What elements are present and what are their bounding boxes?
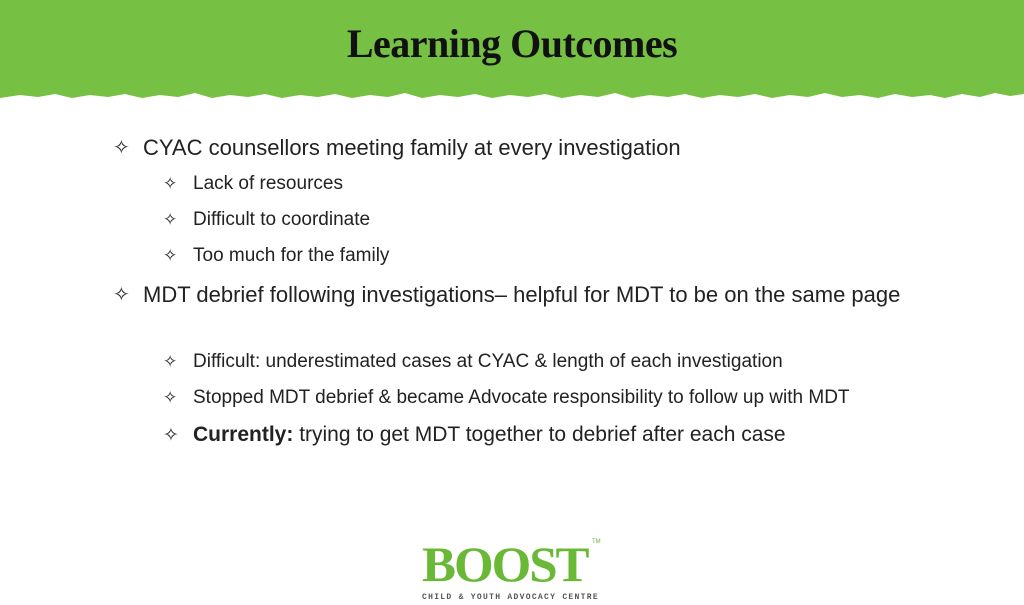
trademark-mark: TM — [592, 539, 601, 545]
star-bullet-icon: ✧ — [163, 210, 178, 230]
star-bullet-icon: ✧ — [113, 282, 130, 306]
logo-wordmark: BOOST — [422, 536, 588, 592]
sub-bullet-text: Difficult to coordinate — [193, 209, 371, 230]
sub-bullet-text: Too much for the family — [193, 245, 390, 266]
emphasis-label: Currently: — [193, 423, 294, 446]
logo-tagline: CHILD & YOUTH ADVOCACY CENTRE — [422, 593, 599, 602]
star-bullet-icon: ✧ — [163, 388, 178, 408]
star-bullet-icon: ✧ — [163, 424, 179, 446]
sub-bullet-rest: trying to get MDT together to debrief after each case — [293, 423, 786, 446]
star-bullet-icon: ✧ — [163, 352, 178, 372]
star-bullet-icon: ✧ — [163, 246, 178, 266]
boost-logo — [418, 537, 604, 605]
bullet-text: MDT debrief following investigations– helpful for MDT to be on the same page — [143, 282, 901, 307]
star-bullet-icon: ✧ — [113, 135, 130, 159]
star-bullet-icon: ✧ — [163, 174, 178, 194]
sub-bullet-text: Lack of resources — [193, 173, 343, 194]
slide-title: Learning Outcomes — [346, 21, 678, 66]
sub-bullet-text: Difficult: underestimated cases at CYAC & length of each investigation — [193, 351, 783, 372]
sub-bullet-text: Stopped MDT debrief & became Advocate responsibility to follow up with MDT — [193, 387, 850, 408]
bullet-text: CYAC counsellors meeting family at every investigation — [143, 135, 681, 160]
sub-bullet-text — [193, 421, 786, 449]
